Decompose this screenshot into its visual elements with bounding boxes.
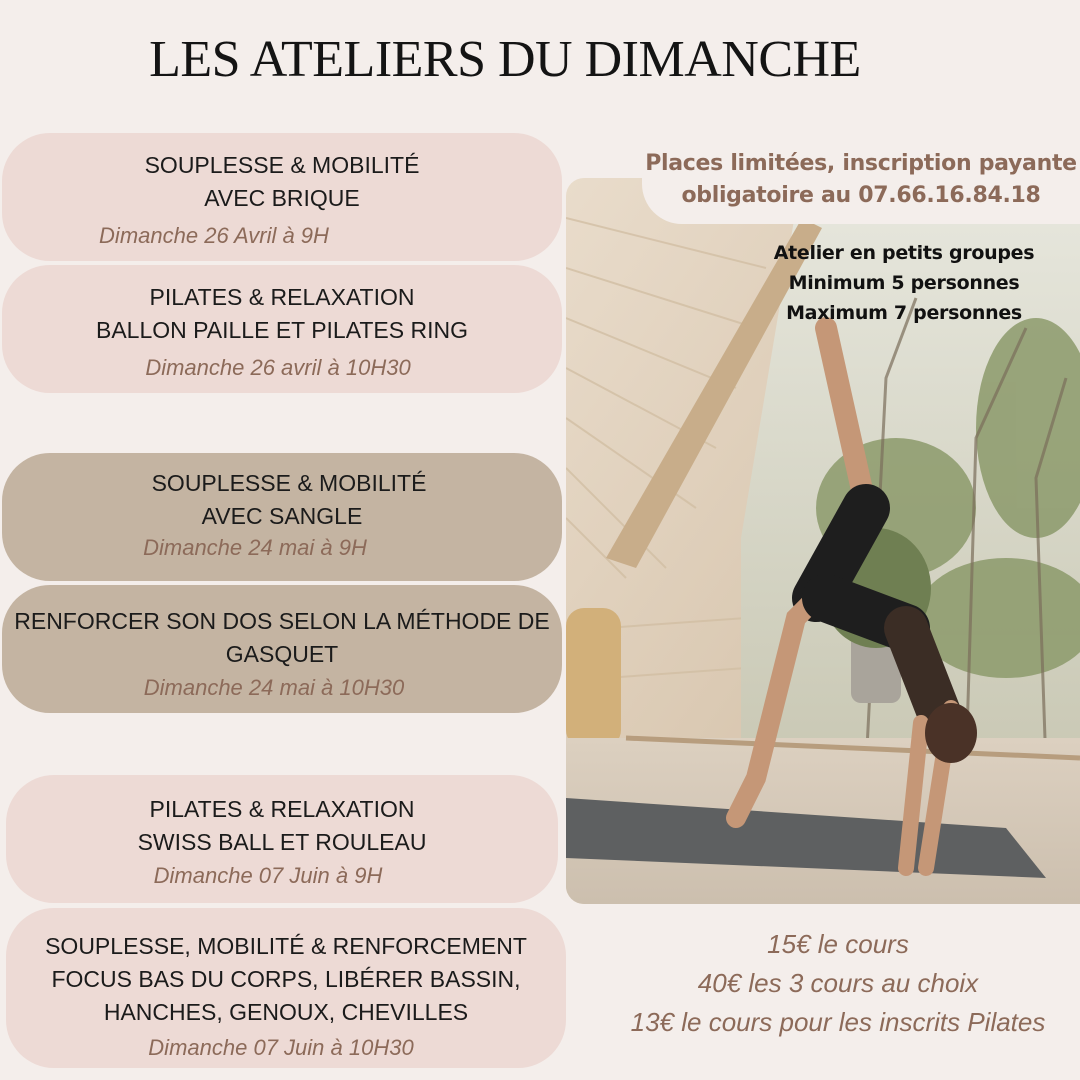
workshop-name: SOUPLESSE & MOBILITÉ AVEC SANGLE (151, 470, 427, 529)
workshop-date: Dimanche 07 Juin à 9H (153, 863, 383, 888)
workshop-card (2, 585, 562, 713)
workshop-card (2, 133, 562, 261)
workshop-date: Dimanche 26 Avril à 9H (99, 223, 329, 248)
workshop-date: Dimanche 24 mai à 9H (143, 535, 367, 560)
workshop-name: RENFORCER SON DOS SELON LA MÉTHODE DE GASQUET (14, 608, 550, 667)
workshop-name: PILATES & RELAXATION SWISS BALL ET ROULEAU (137, 796, 427, 855)
workshop-card (2, 453, 562, 581)
price-line: 15€ le cours (767, 929, 909, 959)
page-title: LES ATELIERS DU DIMANCHE (149, 31, 861, 88)
workshop-date: Dimanche 07 Juin à 10H30 (148, 1035, 414, 1060)
workshop-name: SOUPLESSE & MOBILITÉ AVEC BRIQUE (144, 152, 420, 211)
workshop-date: Dimanche 26 avril à 10H30 (145, 355, 411, 380)
workshop-name: SOUPLESSE, MOBILITÉ & RENFORCEMENT FOCUS BAS DU CORPS, LIBÉRER BASSIN, HANCHES, GENOUX, CHEVILLES (45, 933, 527, 1025)
workshop-card (2, 265, 562, 393)
workshop-card (6, 908, 566, 1068)
group-info: Atelier en petits groupes Minimum 5 personnes Maximum 7 personnes (773, 242, 1035, 324)
workshop-card (6, 775, 558, 903)
price-line: 13€ le cours pour les inscrits Pilates (630, 1007, 1046, 1037)
workshop-name: PILATES & RELAXATION BALLON PAILLE ET PILATES RING (96, 284, 468, 343)
registration-notice: Places limitées, inscription payante obligatoire au 07.66.16.84.18 (642, 140, 1080, 224)
workshop-date: Dimanche 24 mai à 10H30 (143, 675, 405, 700)
price-line: 40€ les 3 cours au choix (697, 968, 979, 998)
price-list (600, 925, 1076, 1042)
